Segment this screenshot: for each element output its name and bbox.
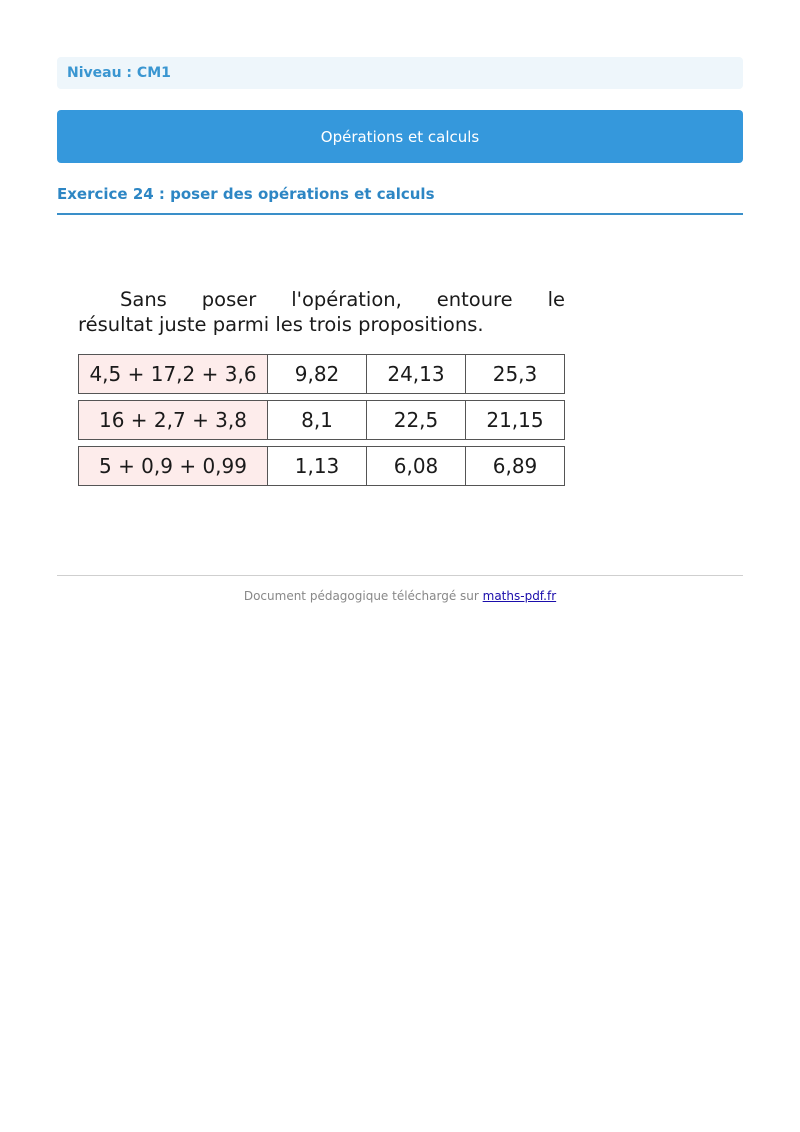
choice-cell[interactable]: 8,1 (268, 400, 367, 440)
choice-cell[interactable]: 6,08 (367, 446, 466, 486)
exercise-instruction (78, 287, 565, 337)
topic-banner (57, 110, 743, 163)
choice-cell[interactable]: 21,15 (466, 400, 565, 440)
choice-cell[interactable]: 9,82 (268, 354, 367, 394)
choice-cell[interactable]: 24,13 (367, 354, 466, 394)
footer-text: Document pédagogique téléchargé sur (243, 589, 483, 603)
instruction-line-1: Sans poser l'opération, entoure le (120, 288, 565, 311)
topic-title: Opérations et calculs (320, 127, 480, 146)
choice-cell[interactable]: 6,89 (466, 446, 565, 486)
exercise-image (57, 215, 743, 575)
level-box (57, 57, 743, 89)
choice-cell[interactable]: 22,5 (367, 400, 466, 440)
table-row (78, 400, 565, 440)
exercise-title: Exercice 24 : poser des opérations et calculs (57, 185, 743, 215)
operations-table (78, 348, 565, 492)
expression-cell: 16 + 2,7 + 3,8 (78, 400, 268, 440)
choice-cell[interactable]: 25,3 (466, 354, 565, 394)
expression-cell: 5 + 0,9 + 0,99 (78, 446, 268, 486)
worksheet-page (57, 57, 743, 603)
footer (57, 589, 743, 603)
footer-divider (57, 575, 743, 576)
table-row (78, 446, 565, 486)
table-row (78, 354, 565, 394)
level-label: Niveau (67, 65, 122, 81)
expression-cell: 4,5 + 17,2 + 3,6 (78, 354, 268, 394)
level-separator: : (121, 65, 137, 81)
instruction-line-2: résultat juste parmi les trois propositions. (78, 313, 484, 336)
footer-link[interactable]: maths-pdf.fr (482, 589, 557, 603)
level-value: CM1 (136, 65, 171, 81)
choice-cell[interactable]: 1,13 (268, 446, 367, 486)
